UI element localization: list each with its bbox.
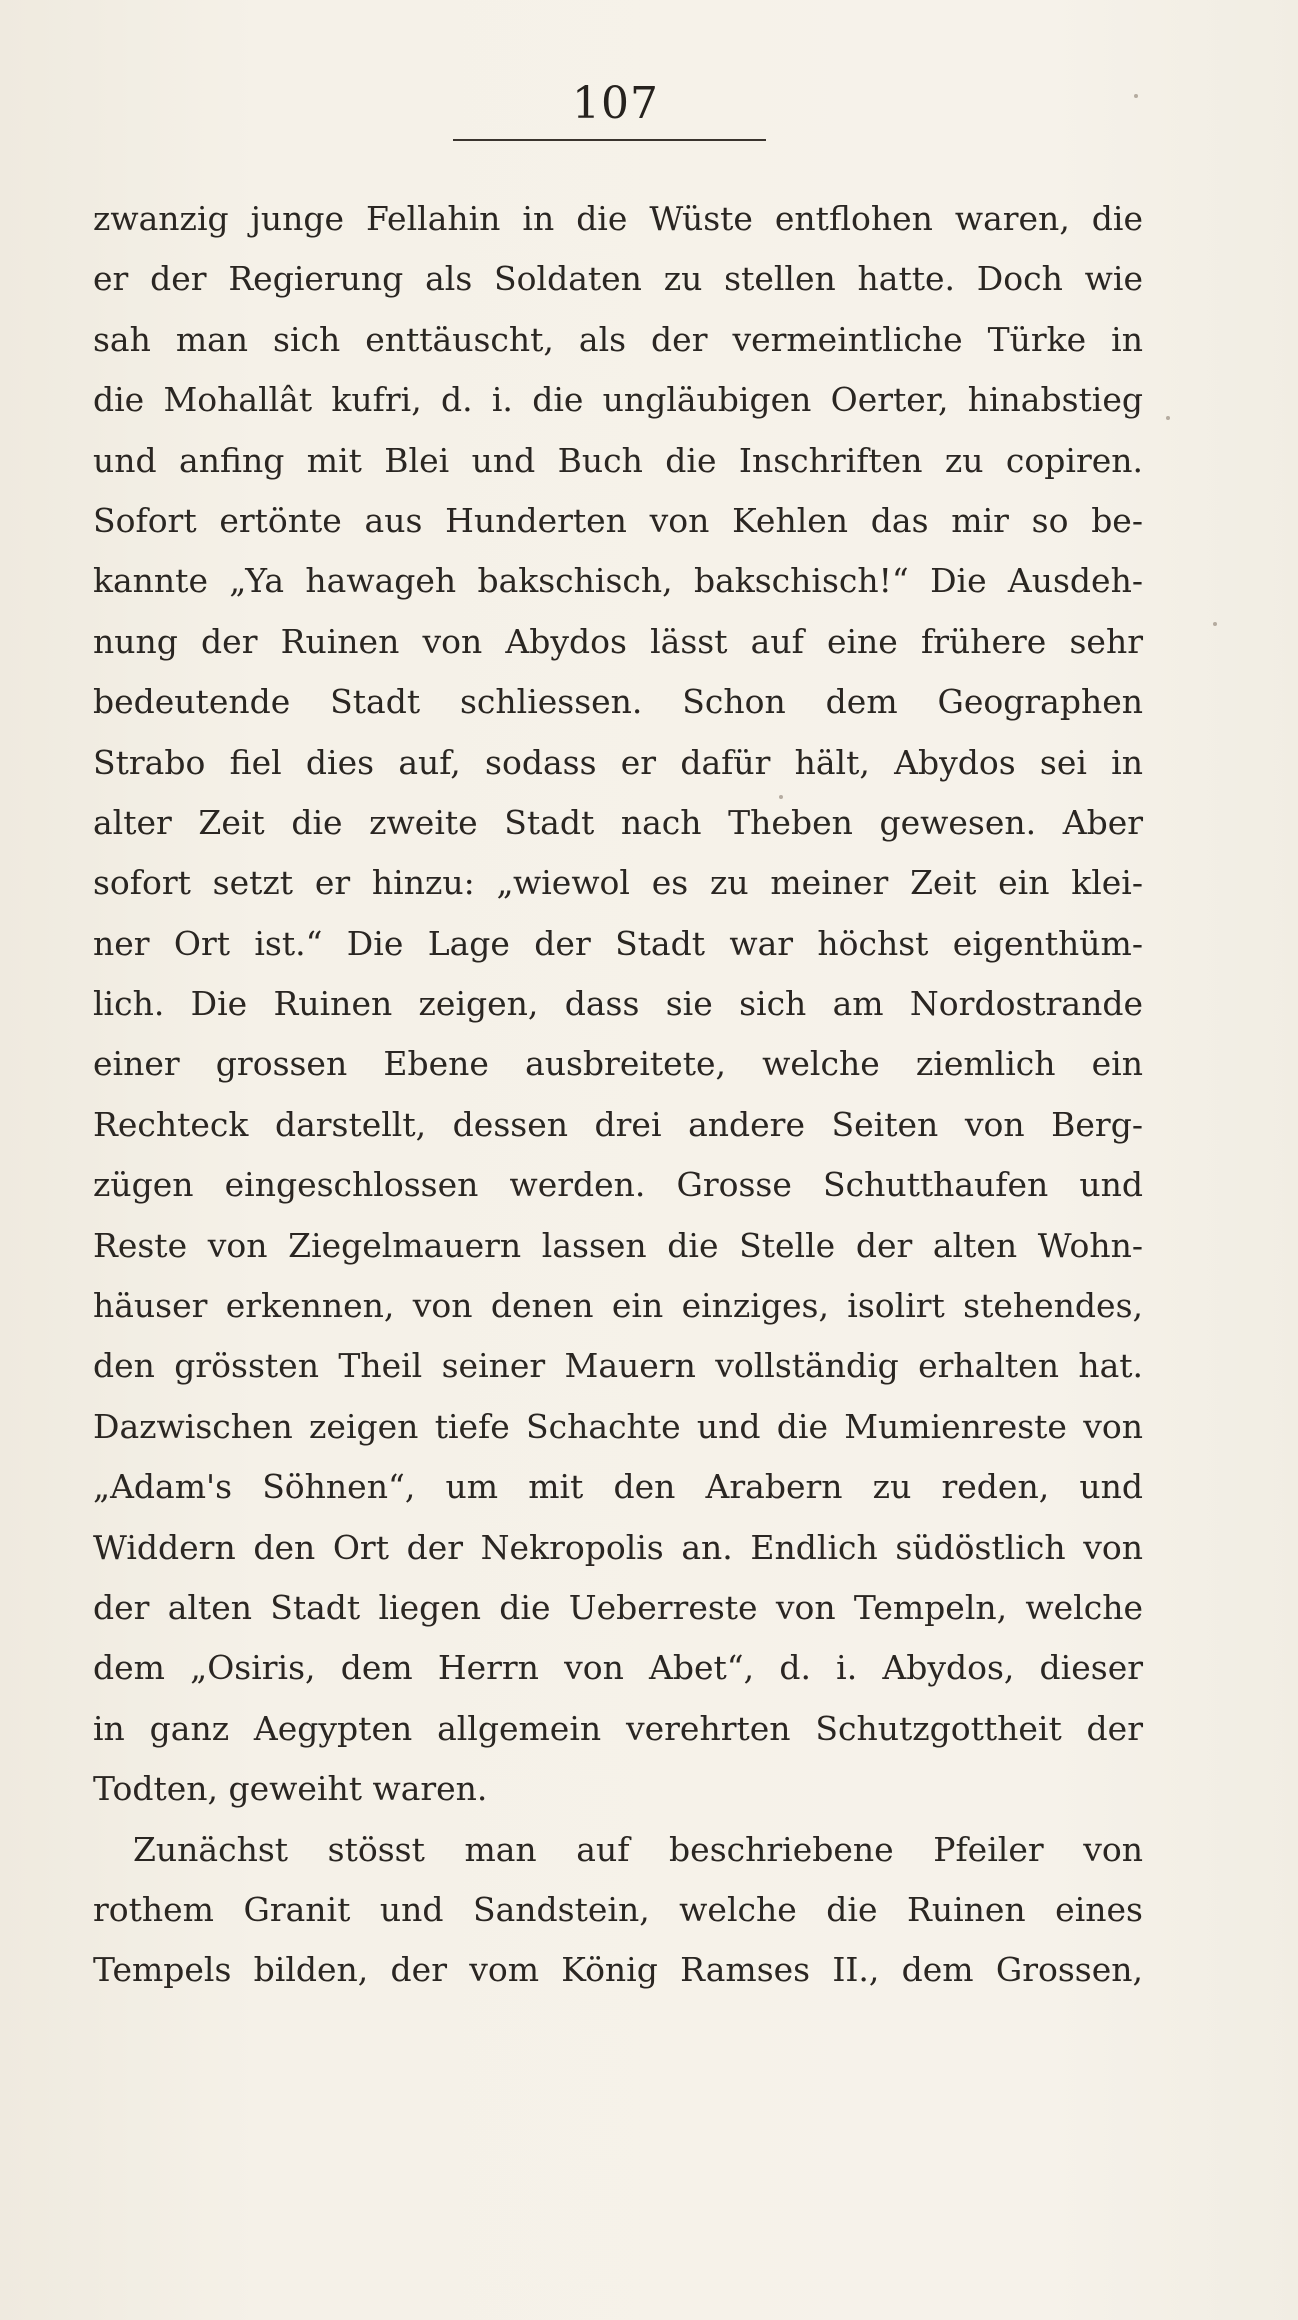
text-line: bedeutende Stadt schliessen. Schon dem Geographen [93, 682, 1143, 722]
text-line: in ganz Aegypten allgemein verehrten Schutzgottheit der [93, 1708, 1143, 1748]
paper-speck [1134, 94, 1138, 98]
text-line: dem „Osiris, dem Herrn von Abet“, d. i. Abydos, dieser [93, 1648, 1143, 1688]
text-line: Todten, geweiht waren. [93, 1769, 488, 1809]
text-line: Sofort ertönte aus Hunderten von Kehlen das mir so be- [93, 500, 1143, 540]
text-line: einer grossen Ebene ausbreitete, welche ziemlich ein [93, 1044, 1143, 1084]
text-line: Zunächst stösst man auf beschriebene Pfeiler von [133, 1829, 1143, 1869]
text-line: häuser erkennen, von denen ein einziges, isolirt stehendes, [93, 1286, 1143, 1326]
text-line: er der Regierung als Soldaten zu stellen hatte. Doch wie [93, 259, 1143, 299]
body-text [93, 189, 1143, 2001]
paper-speck [1213, 622, 1217, 626]
text-line: und anfing mit Blei und Buch die Inschriften zu copiren. [93, 440, 1143, 480]
text-line: sah man sich enttäuscht, als der vermeintliche Türke in [93, 319, 1143, 359]
paper-speck [779, 795, 783, 799]
text-line: nung der Ruinen von Abydos lässt auf eine frühere sehr [93, 621, 1143, 661]
text-line: Widdern den Ort der Nekropolis an. Endlich südöstlich von [93, 1527, 1143, 1567]
text-line: zügen eingeschlossen werden. Grosse Schutthaufen und [93, 1165, 1143, 1205]
paper-speck [1166, 416, 1170, 420]
text-line: Strabo fiel dies auf, sodass er dafür hält, Abydos sei in [93, 742, 1143, 782]
text-line: rothem Granit und Sandstein, welche die Ruinen eines [93, 1889, 1143, 1929]
text-line: Rechteck darstellt, dessen drei andere Seiten von Berg- [93, 1104, 1143, 1144]
text-line: der alten Stadt liegen die Ueberreste von Tempeln, welche [93, 1587, 1143, 1627]
text-line: alter Zeit die zweite Stadt nach Theben gewesen. Aber [93, 802, 1143, 842]
text-line: kannte „Ya hawageh bakschisch, bakschisch!“ Die Ausdeh- [93, 561, 1143, 601]
text-line: ner Ort ist.“ Die Lage der Stadt war höchst eigenthüm- [93, 923, 1143, 963]
text-line: Reste von Ziegelmauern lassen die Stelle der alten Wohn- [93, 1225, 1143, 1265]
header-rule [453, 139, 766, 141]
page-number: 107 [572, 78, 659, 129]
text-line: lich. Die Ruinen zeigen, dass sie sich am Nordostrande [93, 984, 1143, 1024]
text-line: „Adam's Söhnen“, um mit den Arabern zu reden, und [93, 1467, 1143, 1507]
text-line: den grössten Theil seiner Mauern vollständig erhalten hat. [93, 1346, 1143, 1386]
text-line: die Mohallât kufri, d. i. die ungläubigen Oerter, hinabstieg [93, 380, 1143, 420]
text-line: sofort setzt er hinzu: „wiewol es zu meiner Zeit ein klei- [93, 863, 1143, 903]
text-line: Dazwischen zeigen tiefe Schachte und die Mumienreste von [93, 1406, 1143, 1446]
text-line: zwanzig junge Fellahin in die Wüste entflohen waren, die [93, 199, 1143, 238]
text-line: Tempels bilden, der vom König Ramses II., dem Grossen, [93, 1950, 1143, 1990]
